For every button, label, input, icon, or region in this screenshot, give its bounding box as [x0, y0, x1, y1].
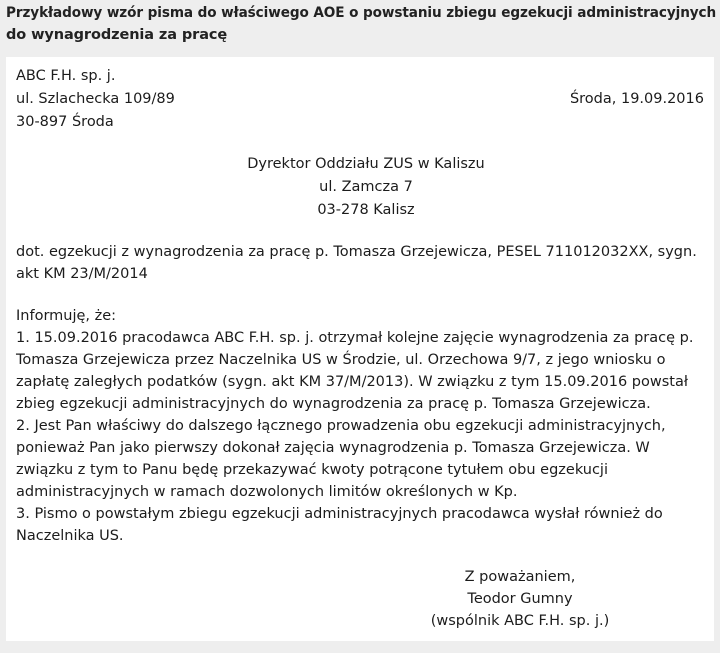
title-line-1: Przykładowy wzór pisma do właściwego AOE o powstaniu zbiegu egzekucji administracyjnych	[6, 5, 717, 21]
letter-card	[6, 57, 714, 641]
signatory-name: Teodor Gumny	[467, 591, 573, 607]
sender-street: ul. Szlachecka 109/89	[16, 91, 175, 107]
body-p2-line-2: ponieważ Pan jako pierwszy dokonał zajęcia wynagrodzenia p. Tomasza Grzejewicza. W	[16, 440, 650, 456]
body-p3-line-2: Naczelnika US.	[16, 528, 124, 544]
document-title	[6, 2, 718, 46]
subject-line-1: dot. egzekucji z wynagrodzenia za pracę p. Tomasza Grzejewicza, PESEL 711012032XX, sygn.	[16, 244, 697, 260]
sender-city: 30-897 Środa	[16, 114, 114, 130]
body-p2-line-3: związku z tym to Panu będę przekazywać kwoty potrącone tytułem obu egzekucji	[16, 462, 608, 478]
place-date: Środa, 19.09.2016	[569, 91, 704, 107]
closing-line-1: Z poważaniem,	[464, 569, 576, 585]
recipient-line-2: ul. Zamcza 7	[319, 179, 413, 195]
signatory-role: (wspólnik ABC F.H. sp. j.)	[430, 613, 610, 629]
body-intro: Informuję, że:	[16, 308, 117, 324]
sender-name: ABC F.H. sp. j.	[16, 68, 116, 84]
body-p1-line-2: Tomasza Grzejewicza przez Naczelnika US w Środzie, ul. Orzechowa 9/7, z jego wniosku o	[16, 352, 666, 368]
recipient-line-1: Dyrektor Oddziału ZUS w Kaliszu	[247, 156, 485, 172]
title-line-2: do wynagrodzenia za pracę	[6, 27, 228, 43]
body-p1-line-1: 1. 15.09.2016 pracodawca ABC F.H. sp. j. otrzymał kolejne zajęcie wynagrodzenia za pracę p.	[16, 330, 694, 346]
body-p2-line-1: 2. Jest Pan właściwy do dalszego łącznego prowadzenia obu egzekucji administracyjnych,	[16, 418, 666, 434]
body-p1-line-4: zbieg egzekucji administracyjnych do wynagrodzenia za pracę p. Tomasza Grzejewicza.	[16, 396, 651, 412]
body-p2-line-4: administracyjnych w ramach dozwolonych limitów określonych w Kp.	[16, 484, 518, 500]
recipient-line-3: 03-278 Kalisz	[317, 202, 415, 218]
body-p3-line-1: 3. Pismo o powstałym zbiegu egzekucji administracyjnych pracodawca wysłał również do	[16, 506, 663, 522]
body-p1-line-3: zapłatę zaległych podatków (sygn. akt KM 37/M/2013). W związku z tym 15.09.2016 powstał	[16, 374, 688, 390]
subject-line-2: akt KM 23/M/2014	[16, 266, 148, 282]
